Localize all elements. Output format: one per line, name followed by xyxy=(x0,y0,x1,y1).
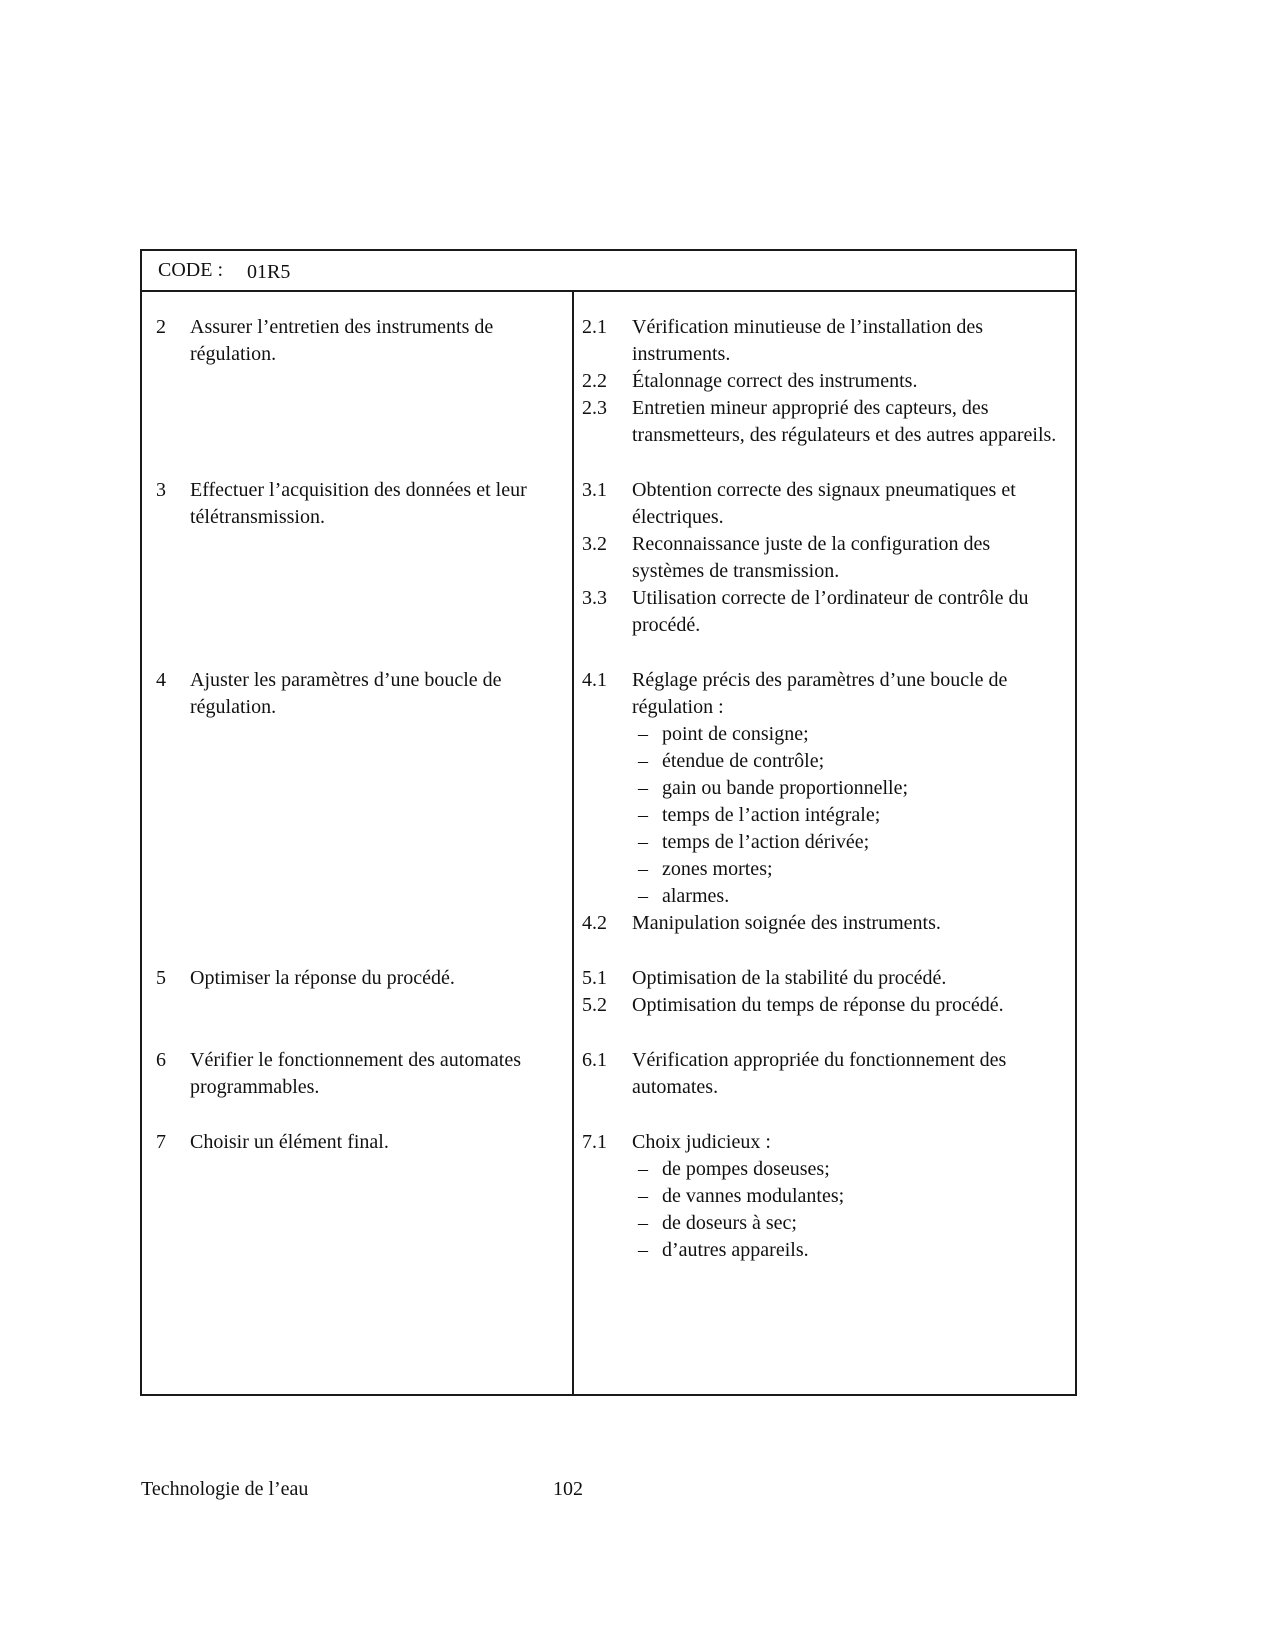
criterion-text: Optimisation de la stabilité du procédé. xyxy=(632,967,947,989)
objective-text: Effectuer l’acquisition des données et leur télétransmission. xyxy=(190,479,527,528)
bullet-text: temps de l’action dérivée; xyxy=(662,831,870,853)
criterion-number: 5.2 xyxy=(582,994,607,1016)
criterion-item xyxy=(582,314,1057,368)
criteria-cell xyxy=(574,292,1075,477)
objective-text: Choisir un élément final. xyxy=(190,1131,389,1153)
bullet-text: d’autres appareils. xyxy=(662,1239,809,1261)
bullet-item xyxy=(582,1237,1057,1264)
criterion-item xyxy=(582,1047,1057,1101)
footer-document-title: Technologie de l’eau xyxy=(141,1478,309,1500)
objective-number: 6 xyxy=(156,1049,166,1071)
bullet-item xyxy=(582,1183,1057,1210)
table-row xyxy=(142,965,1075,1047)
criterion-number: 4.2 xyxy=(582,912,607,934)
bullet-dash: – xyxy=(638,1158,648,1180)
table-row xyxy=(142,667,1075,965)
criteria-cell xyxy=(574,1047,1075,1129)
criteria-cell xyxy=(574,477,1075,667)
criterion-number: 4.1 xyxy=(582,669,607,691)
criterion-item xyxy=(582,992,1057,1019)
code-value: 01R5 xyxy=(247,261,291,283)
criterion-item xyxy=(582,477,1057,531)
objective-text: Assurer l’entretien des instruments de régulation. xyxy=(190,316,494,365)
bullet-item xyxy=(582,1156,1057,1183)
bullet-dash: – xyxy=(638,1185,648,1207)
criterion-number: 3.1 xyxy=(582,479,607,501)
criterion-text: Reconnaissance juste de la configuration des systèmes de transmission. xyxy=(632,533,991,582)
bullet-text: de doseurs à sec; xyxy=(662,1212,797,1234)
objective-cell xyxy=(142,965,574,1047)
objective-cell xyxy=(142,1047,574,1129)
criterion-item xyxy=(582,965,1057,992)
table-row xyxy=(142,292,1075,477)
objective-text: Ajuster les paramètres d’une boucle de régulation. xyxy=(190,669,502,718)
bullet-dash: – xyxy=(638,723,648,745)
bullet-text: temps de l’action intégrale; xyxy=(662,804,881,826)
objective-cell xyxy=(142,667,574,965)
criterion-item xyxy=(582,1129,1057,1156)
bullet-dash: – xyxy=(638,831,648,853)
bullet-dash: – xyxy=(638,804,648,826)
bullet-dash: – xyxy=(638,858,648,880)
criterion-number: 2.3 xyxy=(582,397,607,419)
bullet-dash: – xyxy=(638,1212,648,1234)
table-row xyxy=(142,1129,1075,1394)
bullet-text: zones mortes; xyxy=(662,858,773,880)
criteria-cell xyxy=(574,667,1075,965)
bullet-item xyxy=(582,802,1057,829)
criterion-item xyxy=(582,585,1057,639)
footer-page-number: 102 xyxy=(553,1478,583,1500)
criterion-number: 5.1 xyxy=(582,967,607,989)
objective-text: Vérifier le fonctionnement des automates programmables. xyxy=(190,1049,521,1098)
code-header-row xyxy=(142,251,1075,292)
criterion-item xyxy=(582,368,1057,395)
criterion-item xyxy=(582,667,1057,721)
bullet-item xyxy=(582,775,1057,802)
criterion-text: Étalonnage correct des instruments. xyxy=(632,370,918,392)
criterion-item xyxy=(582,910,1057,937)
criteria-cell xyxy=(574,1129,1075,1394)
criterion-text: Réglage précis des paramètres d’une boucle de régulation : xyxy=(632,669,1008,718)
criterion-number: 6.1 xyxy=(582,1049,607,1071)
criterion-number: 3.2 xyxy=(582,533,607,555)
criterion-number: 2.1 xyxy=(582,316,607,338)
table-row xyxy=(142,1047,1075,1129)
competency-table xyxy=(140,249,1077,1396)
bullet-item xyxy=(582,1210,1057,1237)
bullet-text: de pompes doseuses; xyxy=(662,1158,830,1180)
bullet-text: alarmes. xyxy=(662,885,730,907)
criterion-text: Entretien mineur approprié des capteurs, des transmetteurs, des régulateurs et des autres appareils. xyxy=(632,397,1057,446)
bullet-dash: – xyxy=(638,885,648,907)
bullet-item xyxy=(582,748,1057,775)
objective-number: 7 xyxy=(156,1131,166,1153)
objective-cell xyxy=(142,292,574,477)
objective-cell xyxy=(142,477,574,667)
objective-cell xyxy=(142,1129,574,1394)
bullet-item xyxy=(582,721,1057,748)
objective-number: 3 xyxy=(156,479,166,501)
criterion-item xyxy=(582,395,1057,449)
criterion-text: Optimisation du temps de réponse du procédé. xyxy=(632,994,1004,1016)
table-row xyxy=(142,477,1075,667)
bullet-dash: – xyxy=(638,750,648,772)
criteria-cell xyxy=(574,965,1075,1047)
objective-text: Optimiser la réponse du procédé. xyxy=(190,967,455,989)
bullet-item xyxy=(582,856,1057,883)
criterion-item xyxy=(582,531,1057,585)
criterion-text: Choix judicieux : xyxy=(632,1131,771,1153)
criterion-text: Vérification appropriée du fonctionnement des automates. xyxy=(632,1049,1007,1098)
objective-number: 2 xyxy=(156,316,166,338)
criterion-text: Vérification minutieuse de l’installation des instruments. xyxy=(632,316,984,365)
bullet-text: de vannes modulantes; xyxy=(662,1185,845,1207)
bullet-item xyxy=(582,829,1057,856)
table-body xyxy=(142,292,1075,1394)
criterion-text: Obtention correcte des signaux pneumatiques et électriques. xyxy=(632,479,1016,528)
criterion-number: 2.2 xyxy=(582,370,607,392)
criterion-text: Utilisation correcte de l’ordinateur de contrôle du procédé. xyxy=(632,587,1029,636)
criterion-text: Manipulation soignée des instruments. xyxy=(632,912,941,934)
bullet-text: gain ou bande proportionnelle; xyxy=(662,777,909,799)
bullet-dash: – xyxy=(638,1239,648,1261)
bullet-dash: – xyxy=(638,777,648,799)
code-label: CODE : xyxy=(158,259,223,281)
objective-number: 4 xyxy=(156,669,166,691)
bullet-item xyxy=(582,883,1057,910)
objective-number: 5 xyxy=(156,967,166,989)
criterion-number: 7.1 xyxy=(582,1131,607,1153)
bullet-text: point de consigne; xyxy=(662,723,809,745)
criterion-number: 3.3 xyxy=(582,587,607,609)
bullet-text: étendue de contrôle; xyxy=(662,750,825,772)
